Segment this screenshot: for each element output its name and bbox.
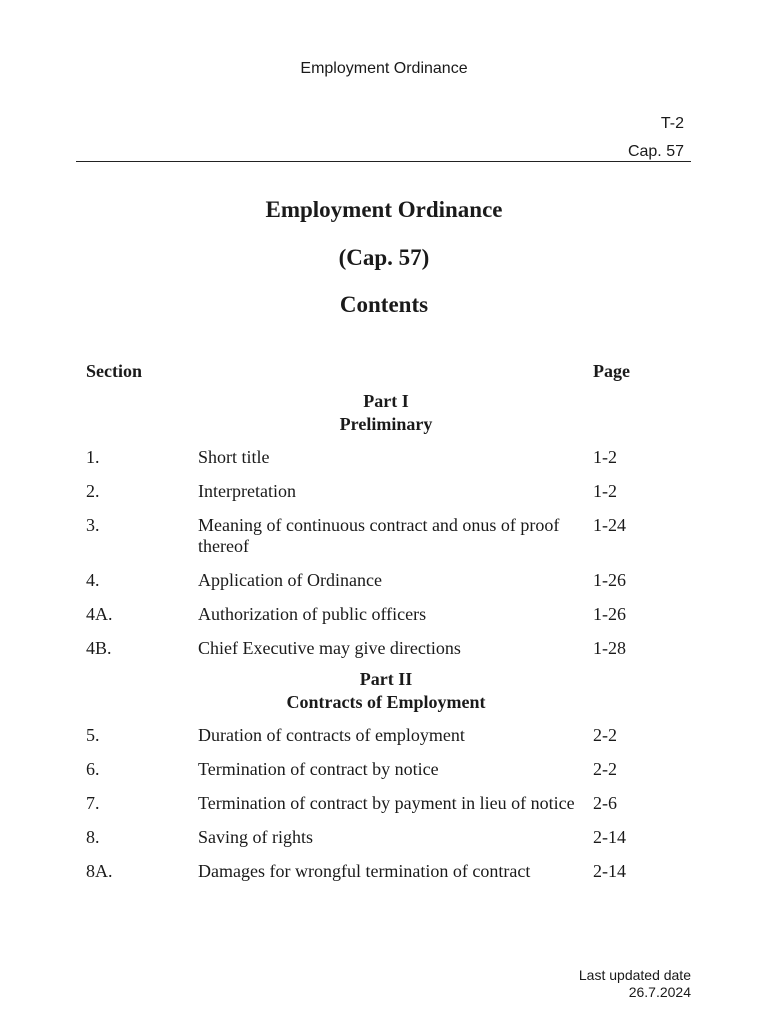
toc-entry[interactable]: [86, 861, 686, 882]
running-header: Employment Ordinance: [300, 60, 468, 77]
sheet-number: T-2: [660, 115, 684, 132]
section-number: 7.: [86, 793, 100, 813]
section-title: Termination of contract by notice: [198, 759, 439, 779]
part-label: Part II: [359, 669, 413, 689]
contents-heading: Contents: [339, 292, 429, 317]
section-number: 4B.: [86, 638, 112, 658]
last-updated-footer: [579, 967, 691, 1001]
toc-entry[interactable]: [86, 570, 686, 591]
toc-entry[interactable]: [86, 759, 686, 780]
section-title: Authorization of public officers: [198, 604, 427, 624]
toc-entry[interactable]: [86, 793, 686, 814]
section-title: Chief Executive may give directions: [198, 638, 461, 658]
section-number: 1.: [86, 447, 100, 467]
toc-entry[interactable]: [86, 481, 686, 502]
last-updated-label: Last updated date: [578, 967, 691, 983]
section-page: 1-24: [593, 515, 626, 535]
toc-entry[interactable]: [86, 638, 686, 659]
part-heading: [86, 390, 686, 436]
section-title: Damages for wrongful termination of contract: [198, 861, 531, 881]
toc-entry[interactable]: [86, 515, 686, 557]
toc-entry[interactable]: [86, 725, 686, 746]
section-page: 2-14: [593, 861, 626, 881]
section-title: Termination of contract by payment in lieu of notice: [198, 793, 575, 813]
header-divider: [76, 161, 691, 162]
section-page: 1-2: [593, 481, 617, 501]
toc-entry[interactable]: [86, 447, 686, 468]
part-title: Preliminary: [339, 414, 433, 434]
section-number: 2.: [86, 481, 100, 501]
toc-header-row: [86, 358, 686, 388]
section-number: 4.: [86, 570, 100, 590]
part-title: Contracts of Employment: [286, 692, 486, 712]
section-number: 8A.: [86, 861, 113, 881]
section-page: 1-28: [593, 638, 626, 658]
part-heading: [86, 668, 686, 714]
toc-entry[interactable]: [86, 604, 686, 625]
section-number: 3.: [86, 515, 100, 535]
section-number: 6.: [86, 759, 100, 779]
table-of-contents: [86, 358, 686, 895]
chapter-number: Cap. 57: [627, 143, 684, 160]
section-number: 8.: [86, 827, 100, 847]
page-code: [628, 110, 684, 166]
section-page: 1-26: [593, 570, 626, 590]
section-title: Meaning of continuous contract and onus of proof thereof: [198, 515, 560, 556]
section-title: Interpretation: [198, 481, 296, 501]
section-number: 5.: [86, 725, 100, 745]
section-page: 1-26: [593, 604, 626, 624]
section-page: 2-2: [593, 759, 617, 779]
chapter-title: (Cap. 57): [338, 245, 430, 270]
section-title: Application of Ordinance: [198, 570, 382, 590]
toc-entry[interactable]: [86, 827, 686, 848]
page-column-header: Page: [593, 361, 630, 381]
section-page: 2-6: [593, 793, 617, 813]
section-page: 1-2: [593, 447, 617, 467]
section-title: Duration of contracts of employment: [198, 725, 465, 745]
section-column-header: Section: [86, 361, 142, 381]
last-updated-date: 26.7.2024: [628, 984, 691, 1000]
section-page: 2-14: [593, 827, 626, 847]
document-title: Employment Ordinance: [265, 197, 503, 222]
section-title: Short title: [198, 447, 270, 467]
section-title: Saving of rights: [198, 827, 313, 847]
section-number: 4A.: [86, 604, 113, 624]
section-page: 2-2: [593, 725, 617, 745]
part-label: Part I: [363, 391, 409, 411]
